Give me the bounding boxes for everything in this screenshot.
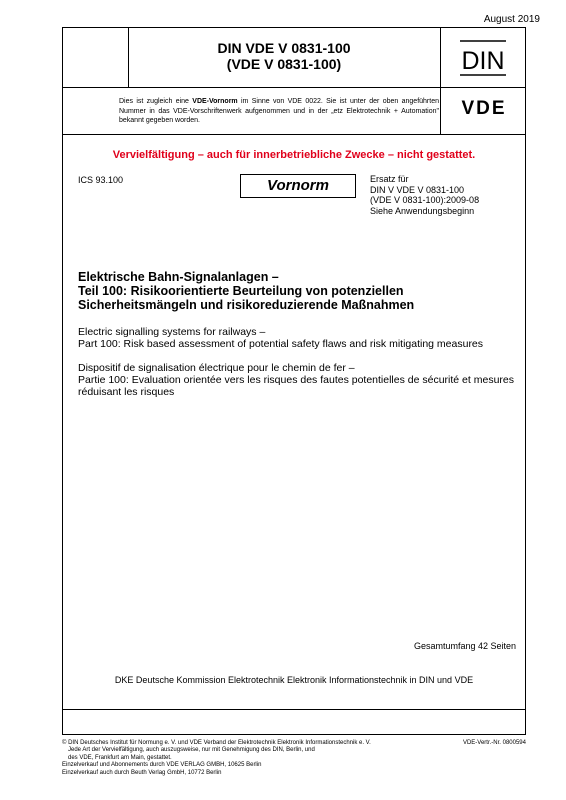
document-number: DIN VDE V 0831-100 <box>217 40 351 56</box>
title-french <box>78 362 518 398</box>
vde-logo <box>452 97 516 117</box>
divider-line <box>62 709 526 710</box>
title-french-line: Partie 100: Evaluation orientée vers les risques des fautes potentielles de sécurité et mesures réduisant les risques <box>78 374 514 398</box>
replacement-line: DIN V VDE V 0831-100 <box>370 184 465 195</box>
document-number-vde: (VDE V 0831-100) <box>226 56 342 72</box>
replacement-info <box>370 174 479 216</box>
footer-line: © DIN Deutsches Institut für Normung e. V. und VDE Verband der Elektrotechnik Elektronik Informationstechnik e. V. <box>62 740 371 746</box>
footer-line: Jede Art der Vervielfältigung, auch auszugsweise, nur mit Genehmigung des DIN, Berlin, und <box>68 747 315 754</box>
vornorm-badge: Vornorm <box>240 174 356 198</box>
vde-logo-text: VDE <box>461 98 507 117</box>
dke-line: DKE Deutsche Kommission Elektrotechnik Elektronik Informationstechnik in DIN und VDE <box>114 675 474 685</box>
ics-code: ICS 93.100 <box>78 175 124 185</box>
footer-line: Einzelverkauf auch durch Beuth Verlag GmbH, 10772 Berlin <box>62 769 222 776</box>
vde-note-bold: VDE-Vornorm <box>192 98 238 105</box>
replacement-line: (VDE V 0831-100):2009-08 <box>370 195 480 205</box>
copyright-footer <box>62 740 462 777</box>
replacement-line: Siehe Anwendungsbeginn <box>370 205 475 216</box>
title-german <box>78 270 518 312</box>
title-french-line: Dispositif de signalisation électrique pour le chemin de fer – <box>78 362 355 374</box>
vde-note <box>119 97 439 126</box>
title-english <box>78 326 518 350</box>
footer-line: des VDE, Frankfurt am Main, gestattet. <box>68 754 172 761</box>
footer-line: Einzelverkauf und Abonnements durch VDE VERLAG GMBH, 10625 Berlin <box>62 762 262 769</box>
divider-line <box>62 134 526 135</box>
title-german-line: Sicherheitsmängeln und risikoreduzierende Maßnahmen <box>78 298 415 312</box>
vde-note-suffix: im Sinne von VDE 0022. Sie ist unter der oben angeführten Nummer in das VDE-Vorschriftenwerk aufgenommen und in der „etz Elektrotechnik + Automation" bekannt gegeben worden. <box>119 98 439 124</box>
title-german-line: Elektrische Bahn-Signalanlagen – <box>78 270 279 284</box>
publication-date: August 2019 <box>483 14 540 25</box>
vde-note-prefix: Dies ist zugleich eine <box>119 98 193 105</box>
divider-line <box>62 87 526 88</box>
replacement-line: Ersatz für <box>370 174 409 184</box>
din-logo-text: DIN <box>461 47 505 75</box>
title-german-line: Teil 100: Risikoorientierte Beurteilung von potenziellen <box>78 284 404 298</box>
title-english-line: Electric signalling systems for railways – <box>78 326 266 338</box>
title-english-line: Part 100: Risk based assessment of potential safety flaws and risk mitigating measures <box>78 338 484 350</box>
order-number: VDE-Vertr.-Nr. 0800594 <box>462 740 526 746</box>
divider-line <box>440 27 441 134</box>
din-logo <box>459 39 507 77</box>
page-count: Gesamtumfang 42 Seiten <box>413 641 516 651</box>
copy-warning: Vervielfältigung – auch für innerbetriebliche Zwecke – nicht gestattet. <box>112 149 476 161</box>
